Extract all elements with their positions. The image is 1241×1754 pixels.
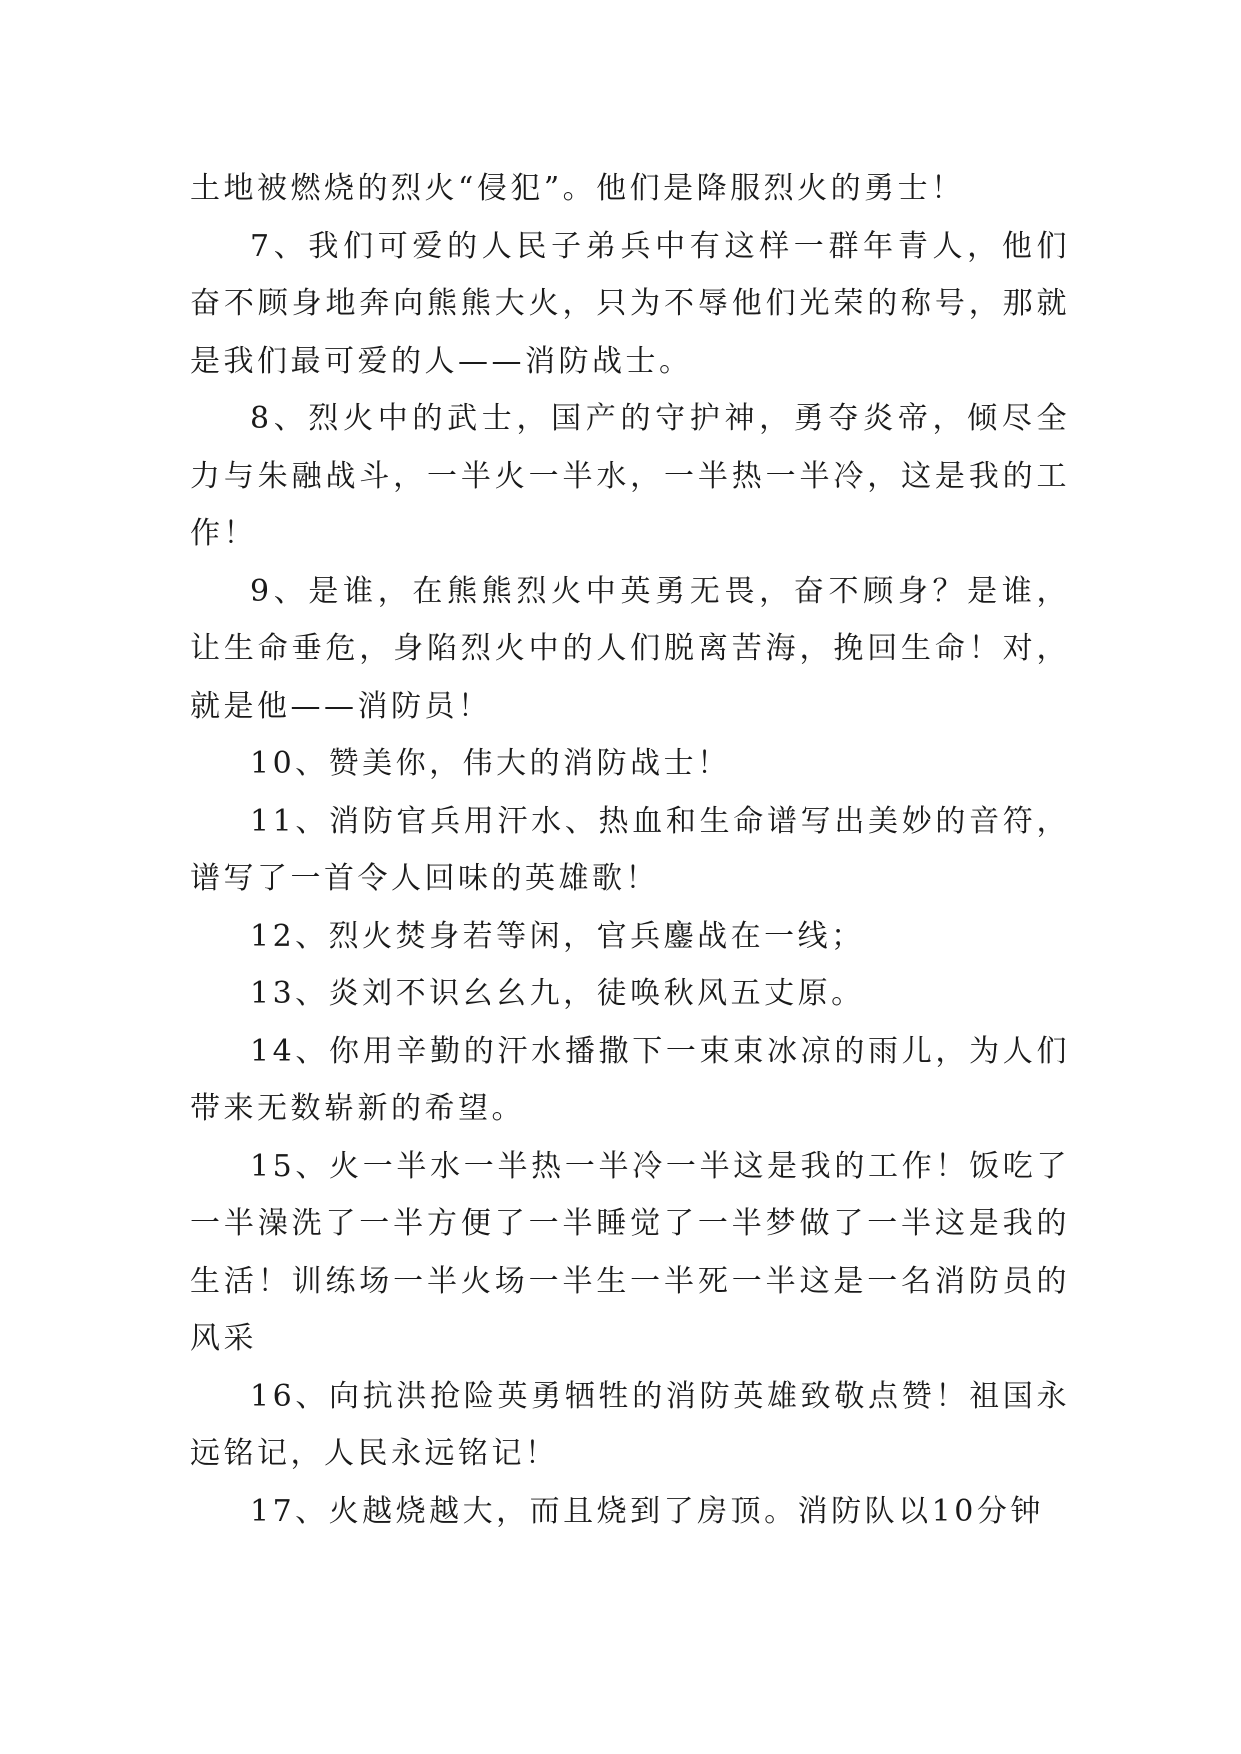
paragraph-item-14: 14、你用辛勤的汗水播撒下一束束冰凉的雨儿，为人们带来无数崭新的希望。 bbox=[190, 1033, 1070, 1126]
paragraph-item-16: 16、向抗洪抢险英勇牺牲的消防英雄致敬点赞！祖国永远铭记，人民永远铭记！ bbox=[190, 1378, 1070, 1471]
paragraph-item-12: 12、烈火焚身若等闲，官兵鏖战在一线； bbox=[250, 918, 865, 954]
paragraph-item-15: 15、火一半水一半热一半冷一半这是我的工作！饭吃了一半澡洗了一半方便了一半睡觉了一半梦做了一半这是我的生活！训练场一半火场一半生一半死一半这是一名消防员的风采 bbox=[190, 1148, 1070, 1356]
paragraph-item-9: 9、是谁，在熊熊烈火中英勇无畏，奋不顾身？是谁，让生命垂危，身陷烈火中的人们脱离苦海，挽回生命！对，就是他——消防员！ bbox=[190, 573, 1070, 724]
paragraph-item-17: 17、火越烧越大，而且烧到了房顶。消防队以10分钟 bbox=[250, 1493, 1044, 1529]
paragraph-continuation: 土地被燃烧的烈火“侵犯”。他们是降服烈火的勇士！ bbox=[190, 171, 965, 206]
document-body bbox=[190, 160, 1070, 1540]
paragraph-item-8: 8、烈火中的武士，国产的守护神，勇夺炎帝，倾尽全力与朱融战斗，一半火一半水，一半热一半冷，这是我的工作！ bbox=[190, 401, 1070, 551]
paragraph-item-7: 7、我们可爱的人民子弟兵中有这样一群年青人，他们奋不顾身地奔向熊熊大火，只为不辱他们光荣的称号，那就是我们最可爱的人——消防战士。 bbox=[190, 228, 1070, 379]
paragraph-item-11: 11、消防官兵用汗水、热血和生命谱写出美妙的音符，谱写了一首令人回味的英雄歌！ bbox=[190, 803, 1070, 896]
paragraph-item-10: 10、赞美你，伟大的消防战士！ bbox=[250, 746, 731, 781]
paragraph-item-13: 13、炎刘不识幺幺九，徒唤秋风五丈原。 bbox=[250, 976, 865, 1011]
